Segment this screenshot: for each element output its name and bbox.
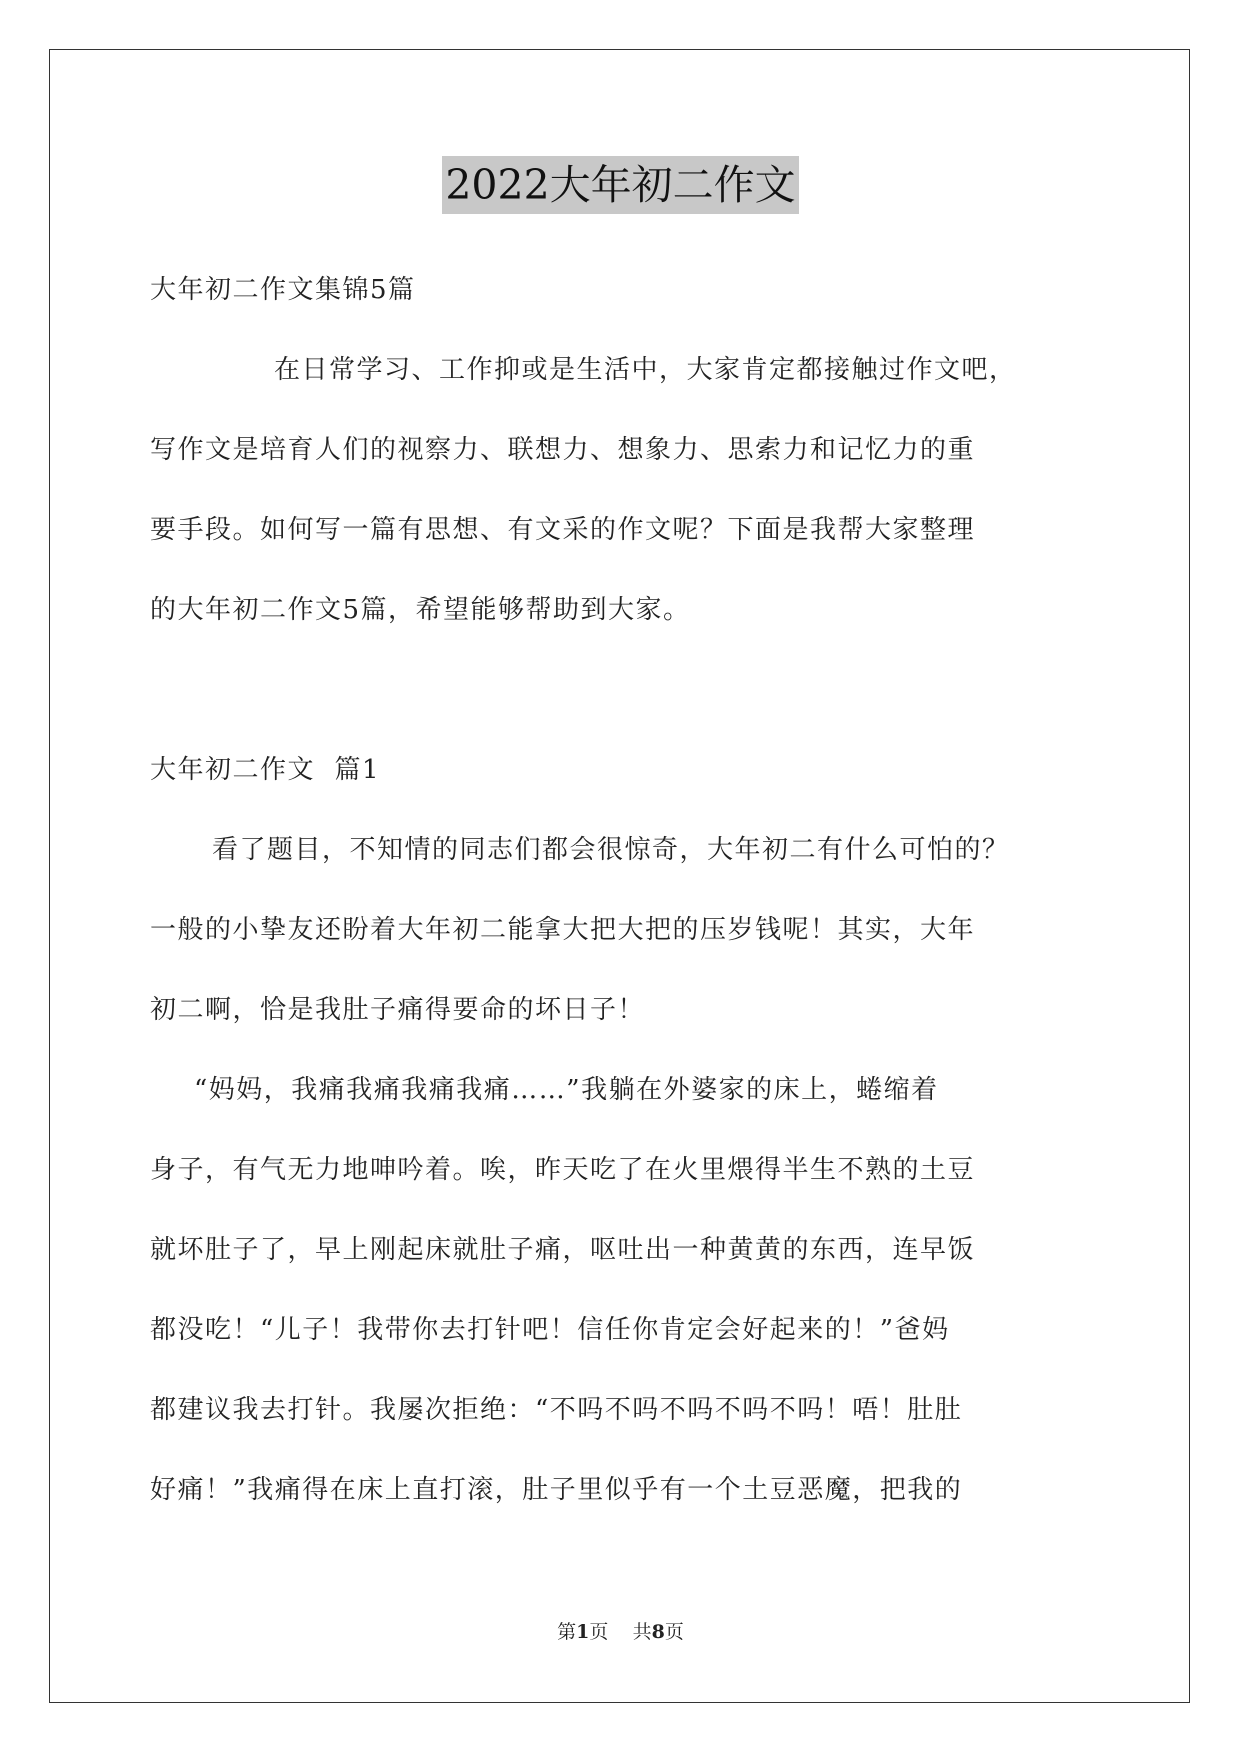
- paragraph-line: 一般的小挚友还盼着大年初二能拿大把大把的压岁钱呢！其实，大年: [150, 915, 976, 945]
- page-prefix: 第: [557, 1621, 577, 1643]
- page-total: 8: [651, 1621, 665, 1643]
- section-heading: 大年初二作文 篇1: [150, 755, 381, 785]
- page-suffix: 页: [589, 1621, 609, 1643]
- total-suffix: 页: [664, 1621, 684, 1643]
- paragraph-line: 就坏肚子了，早上刚起床就肚子痛，呕吐出一种黄黄的东西，连早饭: [150, 1235, 976, 1265]
- intro-line: 写作文是培育人们的视察力、联想力、想象力、思索力和记忆力的重: [150, 435, 976, 465]
- document-title: 2022大年初二作文: [442, 156, 798, 214]
- intro-line: 的大年初二作文5篇，希望能够帮助到大家。: [150, 595, 691, 625]
- paragraph-line: 初二啊，恰是我肚子痛得要命的坏日子！: [150, 995, 646, 1025]
- paragraph-line: 身子，有气无力地呻吟着。唉，昨天吃了在火里煨得半生不熟的土豆: [150, 1155, 976, 1185]
- subtitle: 大年初二作文集锦5篇: [150, 275, 416, 305]
- paragraph-line: 都没吃！“儿子！我带你去打针吧！信任你肯定会好起来的！”爸妈: [150, 1315, 950, 1345]
- document-body: [150, 250, 1090, 1530]
- paragraph-line: 看了题目，不知情的同志们都会很惊奇，大年初二有什么可怕的？: [212, 835, 1010, 865]
- page-current: 1: [576, 1621, 590, 1643]
- paragraph-line: 好痛！”我痛得在床上直打滚，肚子里似乎有一个土豆恶魔，把我的: [150, 1475, 963, 1505]
- total-prefix: 共: [632, 1621, 652, 1643]
- page-footer: [0, 1617, 1241, 1644]
- paragraph-line: “妈妈，我痛我痛我痛我痛……”我躺在外婆家的床上，蜷缩着: [194, 1075, 939, 1105]
- paragraph-line: 都建议我去打针。我屡次拒绝：“不吗不吗不吗不吗不吗！唔！肚肚: [150, 1395, 963, 1425]
- title-container: [0, 156, 1241, 214]
- spacer: [150, 650, 1090, 730]
- intro-line: 要手段。如何写一篇有思想、有文采的作文呢？下面是我帮大家整理: [150, 515, 976, 545]
- intro-line: 在日常学习、工作抑或是生活中，大家肯定都接触过作文吧，: [274, 355, 1017, 385]
